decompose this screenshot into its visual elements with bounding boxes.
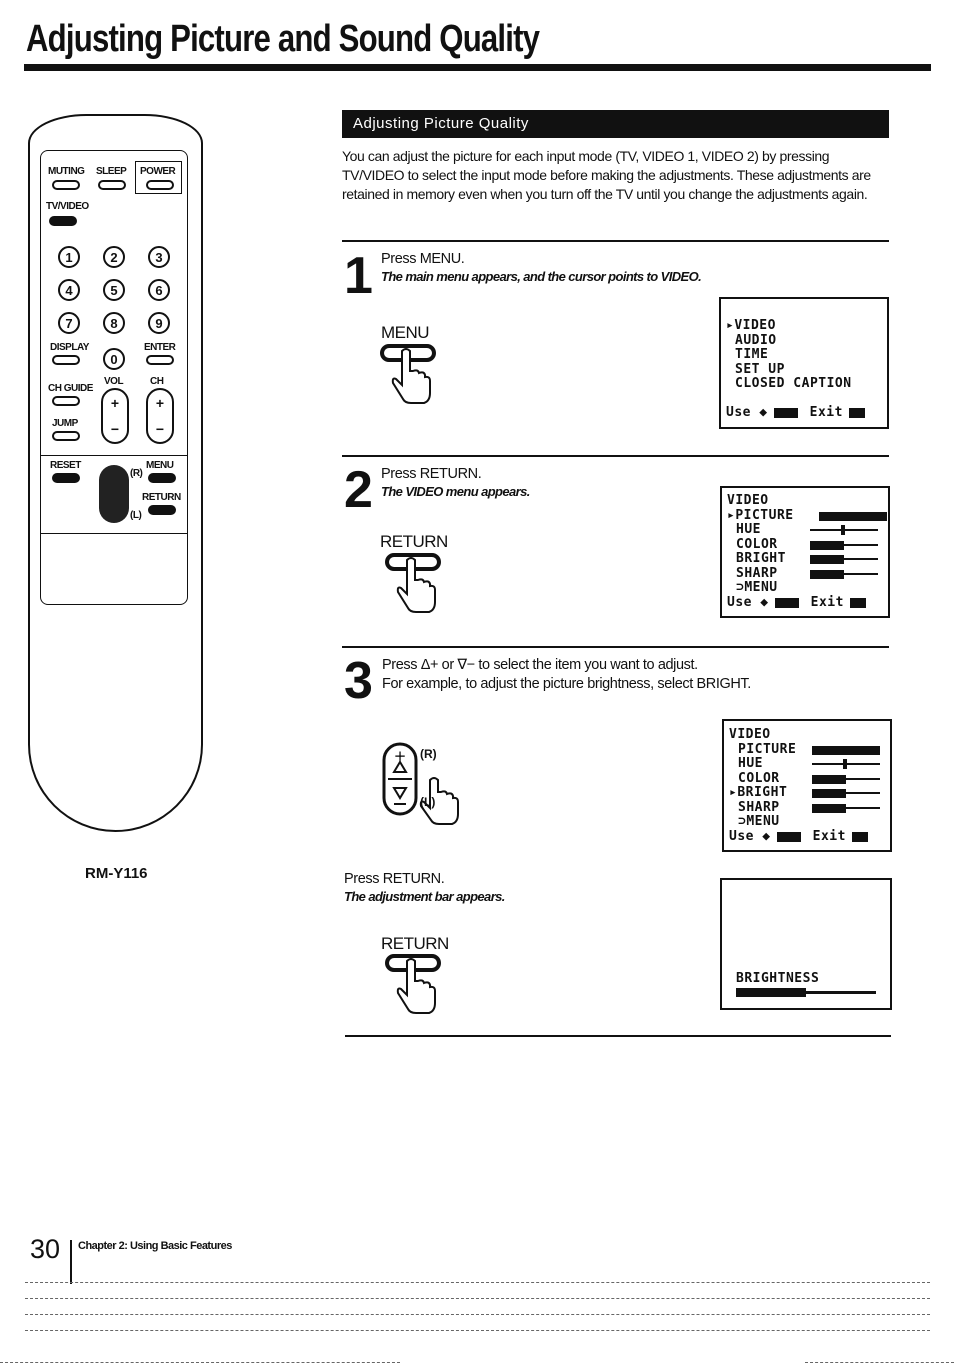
step2-button-label: RETURN	[380, 532, 448, 551]
step2-number: 2	[344, 461, 373, 519]
page-number: 30	[30, 1234, 61, 1264]
section-heading: Adjusting Picture Quality	[342, 110, 889, 138]
reset-label: RESET	[50, 460, 81, 471]
screen-item: HUE	[727, 523, 888, 538]
scan-noise-line	[25, 1314, 930, 1316]
step1-text: Press MENU.	[381, 251, 465, 267]
number-button-3: 3	[148, 246, 170, 268]
step3-l-label: (L)	[420, 795, 436, 809]
menu-label: MENU	[146, 460, 174, 471]
vol-rocker: + −	[101, 388, 129, 444]
step1-menu-screen	[719, 297, 889, 429]
power-label: POWER	[140, 166, 176, 177]
number-button-0: 0	[103, 348, 125, 370]
remote-model: RM-Y116	[85, 865, 148, 882]
display-button	[52, 355, 80, 365]
number-button-2: 2	[103, 246, 125, 268]
step1-button-label: MENU	[381, 323, 430, 342]
scan-noise-line	[25, 1282, 930, 1284]
screen-title: VIDEO	[729, 727, 771, 742]
step2-press-icon	[385, 552, 443, 616]
screen-item: CLOSED CAPTION	[735, 376, 852, 391]
sleep-label: SLEEP	[96, 166, 127, 177]
title-underline	[24, 64, 931, 71]
screen-item: PICTURE	[729, 743, 890, 758]
screen-key-icon	[774, 408, 798, 418]
intro-paragraph: You can adjust the picture for each input mode (TV, VIDEO 1, VIDEO 2) by pressing TV/VIDEO to select the input mode before making the adjustments. These adjustments are retained in memory even when you turn off the TV until you change the adjustments again.	[342, 148, 871, 202]
vol-label: VOL	[104, 376, 124, 387]
ch-guide-label: CH GUIDE	[48, 383, 93, 394]
screen-item: SHARP	[729, 801, 890, 816]
adjustment-bar-label: BRIGHTNESS	[736, 971, 820, 986]
step1-number: 1	[344, 247, 373, 305]
screen-item: SET UP	[735, 361, 785, 377]
tv-video-button	[49, 216, 77, 226]
return-label-remote: RETURN	[142, 492, 181, 503]
jump-label: JUMP	[52, 418, 78, 429]
joystick-r-label: (R)	[130, 468, 143, 479]
screen-item: ⊃MENU	[736, 580, 778, 595]
display-label: DISPLAY	[50, 342, 89, 353]
number-button-7: 7	[58, 312, 80, 334]
step2-video-screen	[720, 486, 890, 618]
step3-video-screen	[722, 719, 892, 852]
screen-key-icon	[850, 598, 866, 608]
ch-rocker: + −	[146, 388, 174, 444]
enter-label: ENTER	[144, 342, 176, 353]
scan-noise-line	[25, 1298, 930, 1300]
page-number-divider	[70, 1240, 72, 1284]
step4-text: Press RETURN.	[344, 871, 445, 887]
reset-button	[52, 473, 80, 483]
step3-rule	[342, 646, 889, 648]
scan-noise-line	[25, 1330, 930, 1332]
step2-note: The VIDEO menu appears.	[381, 484, 530, 499]
screen-footer-use: Use ◆	[727, 594, 769, 610]
joystick-l-label: (L)	[130, 510, 142, 521]
screen-item: BRIGHT	[727, 552, 888, 567]
ch-guide-button	[52, 396, 80, 406]
step3-text-line2: For example, to adjust the picture brightness, select BRIGHT.	[382, 676, 751, 692]
scan-noise-line	[0, 1362, 400, 1364]
step2-rule	[342, 455, 889, 457]
menu-button	[148, 473, 176, 483]
number-button-9: 9	[148, 312, 170, 334]
adjustment-bar-fill	[736, 988, 806, 997]
chapter-label: Chapter 2: Using Basic Features	[78, 1240, 232, 1252]
step4-button-label: RETURN	[381, 934, 449, 953]
step2-text: Press RETURN.	[381, 466, 482, 482]
screen-footer-exit: Exit	[812, 828, 846, 844]
screen-key-icon	[849, 408, 865, 418]
step4-press-icon	[385, 953, 443, 1017]
svg-text:+: +	[393, 747, 407, 765]
screen-item: AUDIO	[735, 332, 777, 348]
section-end-rule	[345, 1035, 891, 1037]
sleep-button	[98, 180, 126, 190]
muting-button	[52, 180, 80, 190]
screen-item: ▸VIDEO	[726, 318, 776, 333]
panel-divider-top	[41, 455, 187, 456]
step3-number: 3	[344, 652, 373, 710]
screen-key-icon	[775, 598, 799, 608]
screen-footer-use: Use ◆	[726, 404, 768, 420]
screen-footer-exit: Exit	[810, 594, 844, 610]
muting-label: MUTING	[48, 166, 85, 177]
screen-footer-use: Use ◆	[729, 828, 771, 844]
screen-item: TIME	[735, 347, 769, 362]
screen-item: ▸PICTURE	[727, 509, 888, 524]
step3-r-label: (R)	[420, 747, 437, 761]
screen-key-icon	[852, 832, 868, 842]
panel-divider-bottom	[41, 533, 187, 534]
screen-item: COLOR	[727, 538, 888, 553]
number-button-5: 5	[103, 279, 125, 301]
screen-key-icon	[777, 832, 801, 842]
number-button-8: 8	[103, 312, 125, 334]
return-button-remote	[148, 505, 176, 515]
step4-note: The adjustment bar appears.	[344, 889, 505, 904]
number-button-6: 6	[148, 279, 170, 301]
number-button-4: 4	[58, 279, 80, 301]
step1-press-icon	[380, 343, 438, 407]
number-button-1: 1	[58, 246, 80, 268]
page-title: Adjusting Picture and Sound Quality	[26, 18, 540, 60]
ch-label: CH	[150, 376, 164, 387]
step4-brightness-screen	[720, 878, 892, 1010]
step1-note: The main menu appears, and the cursor points to VIDEO.	[381, 269, 702, 284]
step1-rule	[342, 240, 889, 242]
step3-text-line1: Press Δ+ or ∇− to select the item you want to adjust.	[382, 657, 698, 673]
screen-item: HUE	[729, 757, 890, 772]
enter-button	[146, 355, 174, 365]
screen-title: VIDEO	[727, 493, 769, 508]
screen-item: ▸BRIGHT	[729, 786, 890, 801]
scan-noise-line	[805, 1362, 954, 1364]
joystick	[99, 465, 129, 523]
power-button	[146, 180, 174, 190]
screen-footer-exit: Exit	[809, 404, 843, 420]
screen-item: ⊃MENU	[738, 814, 780, 829]
jump-button	[52, 431, 80, 441]
screen-item: COLOR	[729, 772, 890, 787]
tv-video-label: TV/VIDEO	[46, 201, 89, 212]
screen-item: SHARP	[727, 567, 888, 582]
